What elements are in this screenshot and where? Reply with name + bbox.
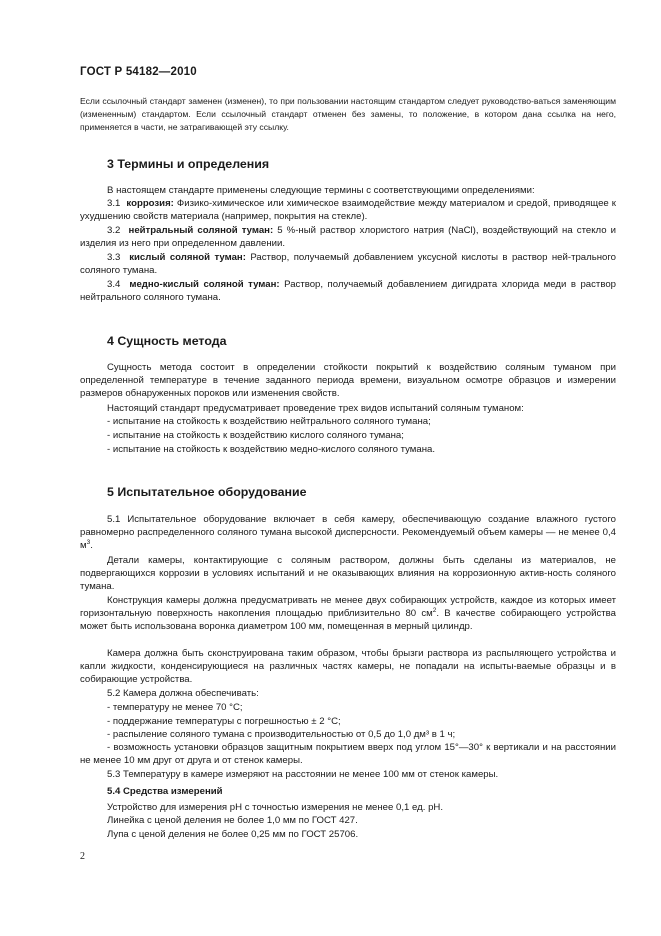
term-3-1: 3.1 коррозия: Физико-химическое или химическое взаимодействие между материалом и средой, приводящее к ухудшению свойств материала (например, покрытия на стекле).	[80, 198, 616, 222]
reference-note: Если ссылочный стандарт заменен (изменен), то при пользовании настоящим стандартом следует руководство-ваться заменяющим (измененным) стандартом. Если ссылочный стандарт отменен без замены, то положение, в котором дана ссылка на него, применяется в части, не затрагивающей эту ссылку.	[80, 96, 616, 132]
section-5-paragraph-6: 5.3 Температуру в камере измеряют на расстоянии не менее 100 мм от стенок камеры.	[107, 769, 499, 780]
section-5-paragraph-8: Устройство для измерения рН с точностью измерения не менее 0,1 ед. рН.	[107, 802, 444, 813]
section-5-paragraph-1: 5.1 Испытательное оборудование включает в себя камеру, обеспечивающую создание влажного густого равномерно распределенного соляного тумана высокой дисперсности. Рекомендуемый объем камеры — не менее 0,4 $м^3$.	[80, 514, 616, 551]
section-5-paragraph-3: Конструкция камеры должна предусматривать не менее двух собирающих устройств, каждое из которых имеет горизонтальную поверхность накопления площадью приблизительно 80 $см^2$. В качестве собирающего устройства может быть использована воронка диаметром 100 мм, помещенная в мерный цилиндр.	[80, 595, 616, 632]
list-item: - температуру не менее 70 °С;	[107, 702, 243, 713]
section-5-paragraph-10: Лупа с ценой деления не более 0,25 мм по ГОСТ 25706.	[107, 829, 359, 840]
list-item: - возможность установки образцов защитным покрытием вверх под углом 15°—30° к вертикали и на расстоянии не менее 10 мм друг от друга и от стенок камеры.	[80, 742, 616, 766]
term-3-2: 3.2 нейтральный соляной туман: 5 %-ный раствор хлористого натрия (NaCl), воздействующий на стекло и изделия из него при определенном давлении.	[80, 225, 616, 249]
section-5-paragraph-9: Линейка с ценой деления не более 1,0 мм по ГОСТ 427.	[107, 815, 358, 826]
list-item: - распыление соляного тумана с производительностью от 0,5 до 1,0 дм³ в 1 ч;	[107, 729, 456, 740]
section-5-title: 5 Испытательное оборудование	[107, 485, 307, 499]
page-number: 2	[80, 851, 85, 862]
section-3-title: 3 Термины и определения	[107, 157, 270, 171]
subsection-5-4-title: 5.4 Средства измерений	[107, 786, 223, 797]
term-3-3: 3.3 кислый соляной туман: Раствор, получаемый добавлением уксусной кислоты в раствор ней-трального соляного тумана.	[80, 252, 616, 276]
term-3-4: 3.4 медно-кислый соляной туман: Раствор, получаемый добавлением дигидрата хлорида меди в раствор нейтрального соляного тумана.	[80, 279, 616, 303]
section-5-paragraph-4: Камера должна быть сконструирована таким образом, чтобы брызги раствора из распыляющего устройства и капли жидкости, конденсирующиеся на различных частях камеры, не попадали на испыты-ваемые образцы и в собирающие устройства.	[80, 648, 616, 685]
list-item: - поддержание температуры с погрешностью ± 2 °С;	[107, 716, 341, 727]
list-item: - испытание на стойкость к воздействию медно-кислого соляного тумана.	[107, 444, 436, 455]
document-header: ГОСТ Р 54182—2010	[80, 66, 197, 78]
section-4-paragraph-1: Сущность метода состоит в определении стойкости покрытий к воздействию соляным туманом при определенной температуре в течение заданного периода времени, визуальном осмотре образцов и измерении размеров обнаруженных пороков или изменения свойств.	[80, 362, 616, 399]
section-4-paragraph-2: Настоящий стандарт предусматривает проведение трех видов испытаний соляным туманом:	[107, 403, 524, 414]
list-item: - испытание на стойкость к воздействию нейтрального соляного тумана;	[107, 416, 431, 427]
section-5-paragraph-2: Детали камеры, контактирующие с соляным раствором, должны быть сделаны из материалов, не подвергающихся коррозии в условиях испытаний и не оказывающих влияния на коррозионную актив-ность соляного тумана.	[80, 555, 616, 592]
section-3-intro: В настоящем стандарте применены следующие термины с соответствующими определениями:	[107, 185, 535, 196]
section-5-paragraph-5: 5.2 Камера должна обеспечивать:	[107, 688, 259, 699]
section-4-title: 4 Сущность метода	[107, 334, 227, 348]
list-item: - испытание на стойкость к воздействию кислого соляного тумана;	[107, 430, 404, 441]
